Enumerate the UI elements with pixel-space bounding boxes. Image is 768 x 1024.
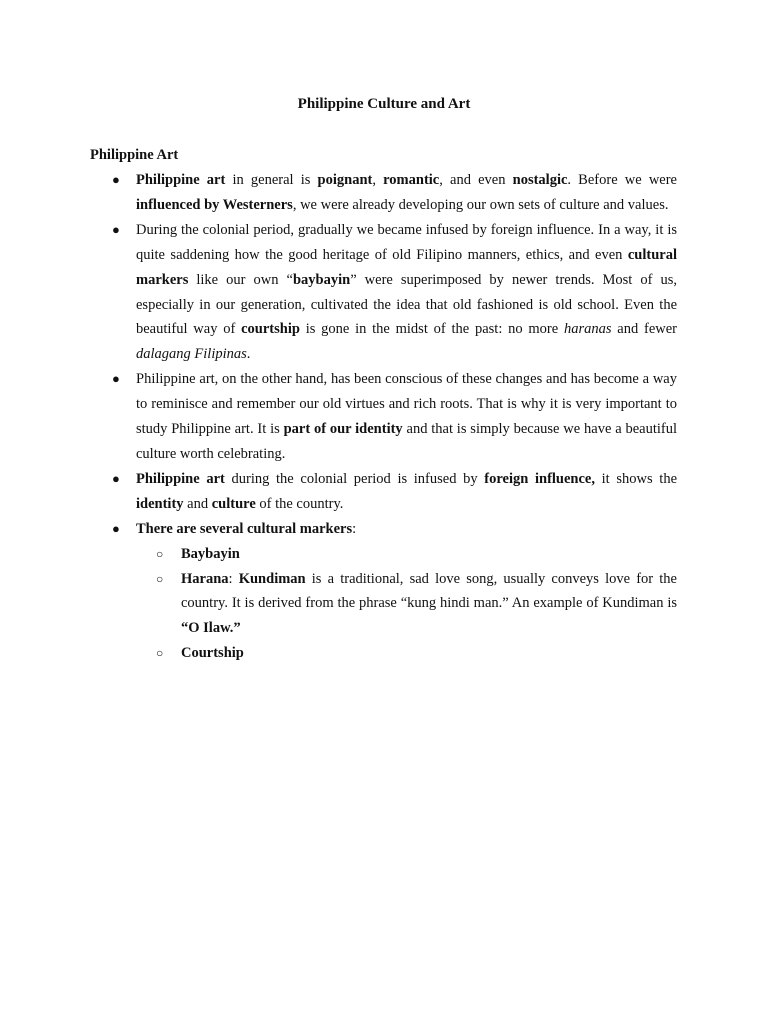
list-item-text — [136, 371, 677, 462]
text-run: romantic — [383, 172, 440, 188]
bullet-icon: ● — [112, 172, 120, 187]
text-run: Philippine art — [136, 470, 225, 487]
text-run: courtship — [241, 321, 300, 338]
list-item — [0, 168, 677, 218]
list-item — [0, 467, 677, 517]
text-run: During the colonial period, gradually we became infused by foreign influence. In a way, it is quite saddening how the good heritage of old Filipino manners, ethics, and even — [136, 221, 677, 263]
text-run: it shows the — [595, 470, 678, 487]
list-item-text — [136, 222, 677, 363]
text-run: ” were superimposed by newer trends. Most of us, especially in our generation, cultivated the idea that old fashioned is old school. Even the beautiful way of — [136, 271, 677, 338]
bullet-icon: ● — [112, 470, 120, 486]
text-run: influenced by Westerners — [136, 196, 293, 213]
text-run: : — [352, 520, 357, 537]
text-run: in general is — [225, 172, 318, 188]
text-run: culture — [211, 495, 256, 512]
text-run: part of our identity — [283, 421, 403, 438]
list-item-text — [136, 172, 677, 213]
text-run: Courtship — [181, 645, 244, 662]
list-item-text — [136, 471, 677, 512]
list-item — [0, 367, 677, 467]
text-run: and that is simply because we have a beautiful culture worth celebrating. — [136, 421, 677, 462]
text-run: , and even — [439, 172, 513, 188]
text-run: , — [372, 172, 384, 188]
text-run: poignant — [317, 172, 373, 188]
text-run: Philippine art — [136, 172, 226, 188]
sub-list-item-text — [181, 546, 240, 562]
text-run: baybayin — [292, 271, 351, 288]
text-run: dalagang Filipinas — [136, 346, 247, 363]
bullet-icon: ● — [112, 520, 120, 536]
document-title: Philippine Culture and Art — [297, 96, 471, 112]
bullet-icon: ● — [112, 371, 120, 387]
text-run: and fewer — [611, 321, 677, 338]
circle-bullet-icon: ○ — [156, 571, 164, 586]
text-run: Philippine art, on the other hand, has been conscious of these changes and has become a way to reminisce and remember our old virtues and rich roots. That is why it is very important to study Philippine art. It is — [136, 371, 677, 438]
list-item — [0, 218, 677, 367]
sub-list-item-text — [181, 645, 244, 661]
sub-list-item-text — [181, 571, 677, 637]
sub-list-item — [0, 567, 677, 642]
section-heading: Philippine Art — [90, 147, 179, 163]
bullet-icon: ● — [112, 221, 120, 237]
text-run: and — [183, 495, 212, 512]
text-run: haranas — [563, 321, 612, 338]
text-run: identity — [136, 495, 184, 512]
circle-bullet-icon: ○ — [156, 546, 164, 561]
text-run: foreign influence, — [484, 470, 595, 487]
text-run: , we were already developing our own sets of culture and values. — [292, 196, 669, 213]
bullet-list — [0, 168, 768, 666]
text-run: : — [228, 570, 239, 587]
text-run: is a traditional, sad love song, usually conveys love for the country. It is derived from the phrase “kung hindi man.” An example of Kundiman is — [181, 570, 677, 612]
text-run: Harana — [181, 570, 229, 587]
circle-bullet-icon: ○ — [156, 646, 164, 661]
text-run: There are several cultural markers — [136, 520, 353, 537]
text-run: . Before we were — [567, 172, 677, 188]
text-run: like our own “ — [188, 271, 293, 288]
list-item — [0, 517, 677, 542]
text-run: Baybayin — [181, 545, 240, 562]
sub-list-item — [0, 641, 677, 666]
text-run: is gone in the midst of the past: no more — [299, 321, 564, 338]
text-run: during the colonial period is infused by — [224, 470, 485, 487]
text-run: Kundiman — [238, 570, 306, 587]
text-run: “O Ilaw.” — [181, 620, 241, 637]
text-run: . — [246, 346, 251, 363]
sub-list-item — [0, 542, 677, 567]
list-item-text — [136, 521, 356, 537]
text-run: nostalgic — [512, 172, 568, 188]
text-run: cultural markers — [136, 246, 677, 288]
text-run: of the country. — [255, 495, 344, 512]
